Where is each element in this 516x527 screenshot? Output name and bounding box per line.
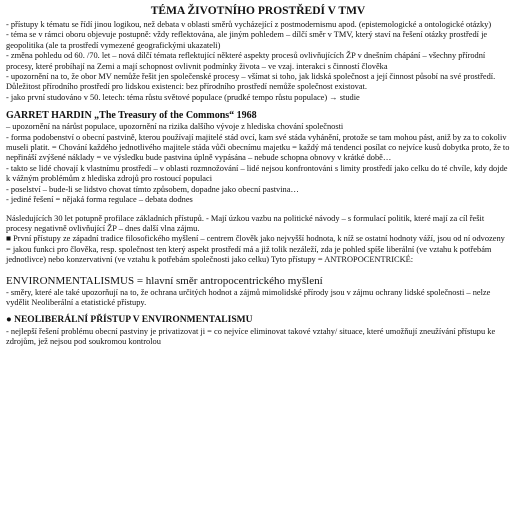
intro-item-1: - přístupy k tématu se řídí jinou logikou, než debata v oblasti směrů vycházející z postmodernismu apod. (epistemologické a ontologické otázky) <box>6 20 492 29</box>
hardin-item-4: - poselství – bude-li se lidstvo chovat tímto způsobem, dopadne jako obecní pastvina… <box>6 184 299 194</box>
neoliberal-heading: ● NEOLIBERÁLNÍ PŘÍSTUP V ENVIRONMENTALISMU <box>6 315 253 326</box>
hardin-item-3: - takto se lidé chovají k vlastnímu prostředí – v oblasti rozmnožování – lidé nejsou konfrontováni s limity prostředí jako celku do té chvíle, kdy dojde k vážným problémům z hlediska zdrojů pro rostoucí populaci <box>6 163 508 184</box>
intro-item-5: - jako první studováno v 50. letech: téma růstu světové populace (prudké tempo růstu populace) → studie <box>6 92 360 102</box>
later-section <box>6 214 510 266</box>
spacer <box>6 206 510 214</box>
later-paragraph-2: ■ První přístupy ze západní tradice filosofického myšlení – centrem člověk jako nejvyšší hodnota, k níž se ostatní hodnoty váží, jsou od ní odvozeny <box>6 234 505 244</box>
hardin-section <box>6 122 510 205</box>
later-paragraph-3: = jakou funkci pro člověka, resp. společnost ten který aspekt prostředí má a již tolik nezáleží, zda je pohled spíše liberální (ve vztahu k potřebám jednotlivce) nebo konzervativní (ve vztahu k potřebám společnosti jako celku) Tyto přístupy = ANTROPOCENTRICKÉ: <box>6 244 492 265</box>
page-title: TÉMA ŽIVOTNÍHO PROSTŘEDÍ V TMV <box>150 5 366 17</box>
neoliberal-item: - nejlepší řešení problému obecní pastviny je privatizovat ji = co nejvíce eliminovat takové vztahy/ situace, které umožňují zneužívání přístupu ke zdrojům, jež nejsou pod soukromou kontrolou <box>6 326 496 347</box>
intro-item-2: - téma se v rámci oboru objevuje postupně: vždy reflektována, ale jiným pohledem – dílčí směr v TMV, který staví na řešení otázky prostředí je geopolitika (ale ta prostředí vymezené geografickými ukazateli) <box>6 30 488 50</box>
hardin-item-5: - jediné řešení = nějaká forma regulace – debata dodnes <box>6 195 193 205</box>
environmentalism-line: ENVIRONMENTALISMUS = hlavní směr antropocentrického myšlení <box>6 274 323 287</box>
hardin-heading: GARRET HARDIN „The Treasury of the Commons“ 1968 <box>6 110 257 122</box>
intro-section <box>6 20 510 103</box>
hardin-item-2: - forma podobenství o obecní pastvině, kterou používají majitelé stád ovcí, kam své stáda vyhánění, protože se tam mohou pást, aniž by za to cokoliv museli platit. = Chování každého jednotlivého majitele stáda vůči obecnímu majetku = každý má tendenci posílat co nejvíce kusů dobytka proto, že to nepřináší zvýšené náklady = ve výsledku bude pastvina úplně vypásána – nebude schopna obnovy v krátké době… <box>6 132 510 163</box>
environmentalism-item: - směry, které ale také upozorňují na to, že ochrana určitých hodnot a zájmů mimolidské přírody jsou v zájmu ochrany lidské společnosti – nelze vydělit Neoliberální a etatistické přístupy. <box>6 287 491 307</box>
hardin-item-1: – upozornění na nárůst populace, upozornění na rizika dalšího vývoje z hlediska chování společnosti <box>6 122 344 132</box>
later-paragraph-1: Následujících 30 let potupně profilace základních přístupů. - Mají úzkou vazbu na politické návody – s formulací politik, které mají za cíl řešit procesy negativně ovlivňující ŽP – dnes další vlna zájmu. <box>6 213 485 233</box>
intro-item-3: - změna pohledu od 60. /70. let – nová dílčí témata reflektující některé aspekty procesů ovlivňujících ŽP v dnešním chápání – všechny přírodní procesy, které probíhají na Zemi a mají schopnost ovlivnit podmínky života – ve vzaj. interakci s činností člověka <box>6 51 486 71</box>
intro-item-4: - upozornění na to, že obor MV nemůže řešit jen společenské procesy – všímat si toho, jak lidská společnost a její činnost působí na své prostředí. Důležitost přírodního prostředí pro lidskou existenci: bez přírodního prostředí nemůže společnost existovat. <box>6 72 496 92</box>
